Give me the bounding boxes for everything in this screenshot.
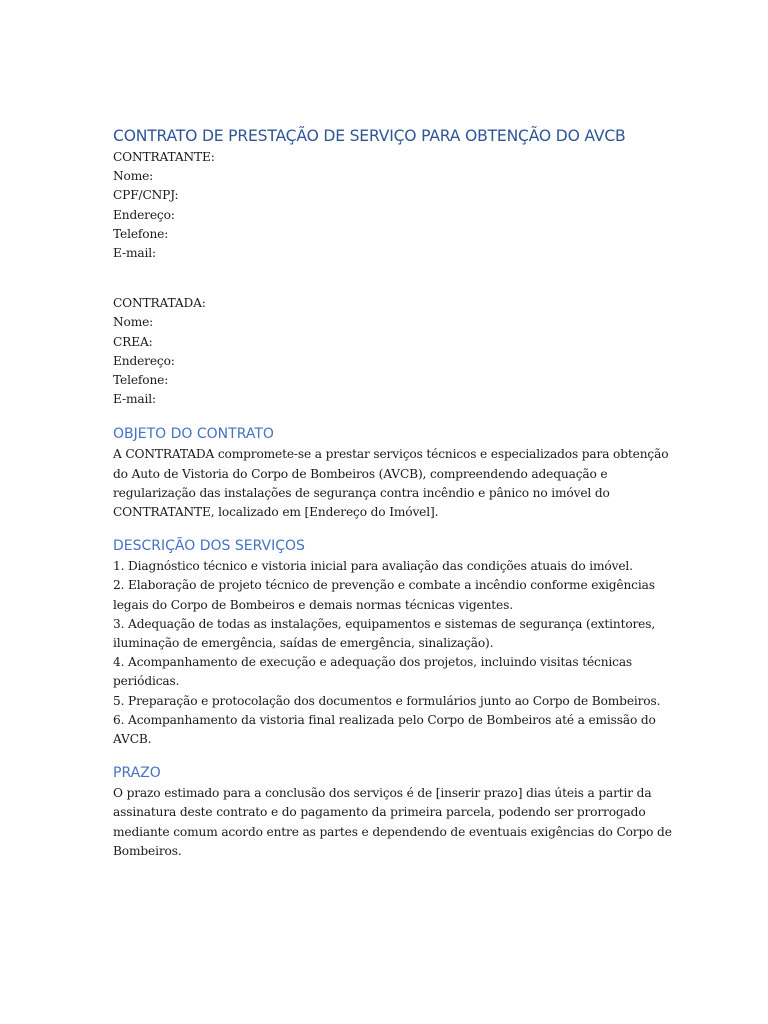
section-heading-prazo: PRAZO (113, 765, 161, 782)
contratante-field-nome: Nome: (113, 169, 154, 184)
contratada-field-nome: Nome: (113, 315, 154, 330)
prazo-line: Bombeiros. (113, 843, 182, 858)
descricao-line: AVCB. (113, 732, 152, 747)
contratante-field-cpf-cnpj: CPF/CNPJ: (113, 188, 179, 203)
contratada-field-email: E-mail: (113, 392, 156, 407)
document-title: CONTRATO DE PRESTAÇÃO DE SERVIÇO PARA OBTENÇÃO DO AVCB (113, 127, 626, 145)
section-objeto (113, 423, 669, 522)
descricao-line: 3. Adequação de todas as instalações, equipamentos e sistemas de segurança (extintores, (113, 616, 656, 631)
contratante-field-telefone: Telefone: (113, 226, 169, 241)
section-body-descricao (113, 557, 661, 749)
prazo-line: mediante comum acordo entre as partes e dependendo de eventuais exigências do Corpo de (113, 824, 672, 839)
section-heading-descricao: DESCRIÇÃO DOS SERVIÇOS (113, 538, 305, 555)
objeto-line: do Auto de Vistoria do Corpo de Bombeiros (AVCB), compreendendo adequação e (113, 466, 608, 481)
descricao-line: 4. Acompanhamento de execução e adequação dos projetos, incluindo visitas técnicas (113, 655, 633, 670)
section-descricao (113, 535, 661, 749)
contratante-field-endereco: Endereço: (113, 207, 175, 222)
contratada-field-crea: CREA: (113, 334, 153, 349)
section-body-prazo (113, 784, 672, 861)
contratante-heading: CONTRATANTE: (113, 150, 215, 164)
section-body-objeto (113, 445, 669, 522)
section-prazo (113, 762, 672, 861)
objeto-line: A CONTRATADA compromete-se a prestar serviços técnicos e especializados para obtenção (113, 447, 669, 462)
descricao-line: iluminação de emergência, saídas de emergência, sinalização). (113, 636, 494, 651)
objeto-line: CONTRATANTE, localizado em [Endereço do Imóvel]. (113, 505, 439, 520)
contratada-field-telefone: Telefone: (113, 373, 169, 388)
document-page (113, 124, 672, 861)
descricao-line: 6. Acompanhamento da vistoria final realizada pelo Corpo de Bombeiros até a emissão do (113, 712, 656, 727)
prazo-line: assinatura deste contrato e do pagamento da primeira parcela, podendo ser prorrogado (113, 805, 646, 820)
contratada-heading: CONTRATADA: (113, 296, 206, 311)
objeto-line: regularização das instalações de segurança contra incêndio e pânico no imóvel do (113, 485, 610, 500)
contratante-field-email: E-mail: (113, 246, 156, 261)
descricao-line: 5. Preparação e protocolação dos documentos e formulários junto ao Corpo de Bombeiros. (113, 693, 661, 708)
descricao-line: periódicas. (113, 674, 180, 689)
descricao-line: 1. Diagnóstico técnico e vistoria inicial para avaliação das condições atuais do imóvel. (113, 559, 633, 574)
section-heading-objeto: OBJETO DO CONTRATO (113, 426, 274, 443)
contratada-block (113, 294, 658, 409)
descricao-line: legais do Corpo de Bombeiros e demais normas técnicas vigentes. (113, 597, 513, 612)
contratada-field-endereco: Endereço: (113, 353, 175, 368)
contratante-block (113, 148, 658, 263)
prazo-line: O prazo estimado para a conclusão dos serviços é de [inserir prazo] dias úteis a partir da (113, 786, 652, 801)
descricao-line: 2. Elaboração de projeto técnico de prevenção e combate a incêndio conforme exigências (113, 578, 655, 593)
